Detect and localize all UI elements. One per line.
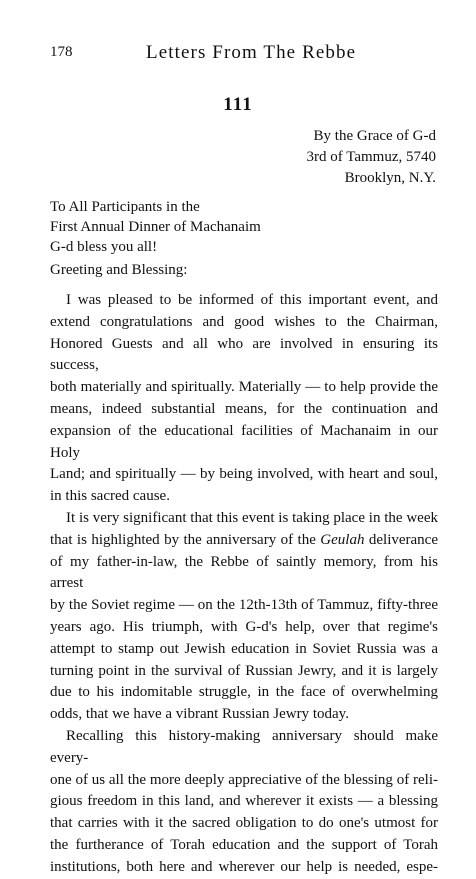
text-line: expansion of the educational facilities of Machanaim in our Holy [50, 422, 438, 461]
text-line: means, indeed substantial means, for the continuation and [50, 400, 438, 417]
paragraph [50, 508, 438, 726]
text-line: of my father-in-law, the Rebbe of saintly memory, from his arrest [50, 553, 438, 592]
address-line: G-d bless you all! [50, 239, 158, 255]
text-line [50, 530, 438, 552]
paragraph [50, 290, 438, 508]
text-fragment: deliverance [364, 531, 438, 548]
text-line: both materially and spiritually. Materially — to help provide the [50, 379, 438, 396]
salutation: Greeting and Blessing: [50, 262, 188, 278]
text-line: odds, that we have a vibrant Russian Jewry today. [50, 706, 349, 723]
page-number: 178 [50, 44, 73, 60]
paragraph [50, 726, 438, 879]
text-line: institutions, both here and wherever our help is needed, espe- [50, 858, 438, 875]
text-line: It is very significant that this event is taking place in the week [66, 509, 438, 526]
text-fragment: that is highlighted by the anniversary of the [50, 531, 321, 548]
letter-body [50, 290, 438, 879]
book-title: Letters From The Rebbe [146, 42, 357, 63]
text-line: by the Soviet regime — on the 12th-13th of Tammuz, fifty-three [50, 597, 438, 614]
address-line: To All Participants in the [50, 199, 200, 215]
text-line: in this sacred cause. [50, 488, 170, 505]
emphasized-word: Geulah [320, 531, 365, 548]
text-line: one of us all the more deeply appreciative of the blessing of reli- [50, 771, 438, 788]
text-line: turning point in the survival of Russian Jewry, and it is largely [50, 662, 438, 679]
dateline [307, 126, 437, 189]
text-line: I was pleased to be informed of this important event, and [66, 292, 438, 308]
address-block [50, 197, 261, 257]
running-head [50, 44, 436, 68]
text-line: years ago. His triumph, with G-d's help, over that regime's [50, 618, 438, 635]
dateline-line: Brooklyn, N.Y. [344, 170, 436, 186]
address-line: First Annual Dinner of Machanaim [50, 219, 261, 235]
text-line: gious freedom in this land, and wherever it exists — a blessing [50, 793, 438, 810]
text-line: Land; and spiritually — by being involved, with heart and soul, [50, 466, 438, 483]
text-line: extend congratulations and good wishes to the Chairman, [50, 313, 438, 330]
text-line: Recalling this history-making anniversary should make every- [50, 727, 438, 766]
dateline-line: By the Grace of G-d [313, 128, 436, 144]
text-line: Honored Guests and all who are involved in ensuring its success, [50, 335, 438, 374]
text-line: that carries with it the sacred obligation to do one's utmost for [50, 815, 438, 832]
text-line: the furtherance of Torah education and the support of Torah [50, 836, 438, 853]
dateline-line: 3rd of Tammuz, 5740 [306, 149, 436, 165]
text-line: attempt to stamp out Jewish education in Soviet Russia was a [50, 640, 438, 657]
letter-number: 111 [223, 94, 253, 115]
text-line: due to his indomitable struggle, in the face of overwhelming [50, 684, 438, 701]
